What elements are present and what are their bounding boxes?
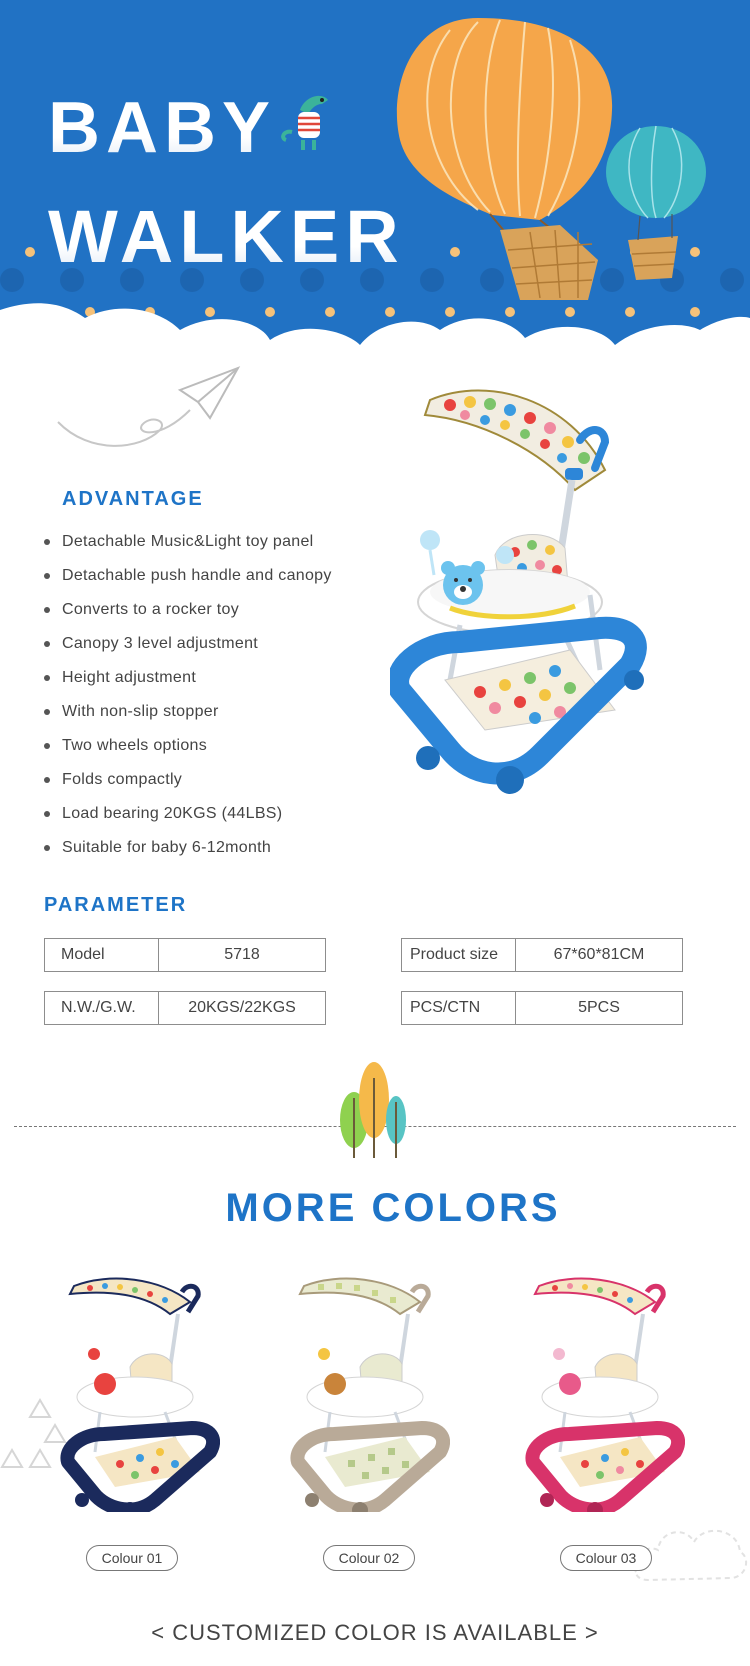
hero-banner xyxy=(0,0,750,370)
feature-item: Two wheels options xyxy=(44,734,332,768)
colour-option-3[interactable]: Colour 03 xyxy=(560,1545,652,1571)
trees-icon xyxy=(338,1058,412,1160)
param-row-model xyxy=(44,938,326,972)
feature-item: Converts to a rocker toy xyxy=(44,598,332,632)
walker-variant-2-image xyxy=(290,1272,450,1512)
param-value: 5PCS xyxy=(578,999,620,1016)
more-colors-heading: MORE COLORS xyxy=(225,1186,561,1230)
param-row-pcs-ctn xyxy=(401,991,683,1025)
param-value: 20KGS/22KGS xyxy=(188,999,296,1016)
param-key: N.W./G.W. xyxy=(45,992,159,1024)
parameter-heading: PARAMETER xyxy=(44,894,188,916)
feature-list xyxy=(44,530,332,870)
param-row-weight xyxy=(44,991,326,1025)
param-key: PCS/CTN xyxy=(402,992,516,1024)
param-row-product-size xyxy=(401,938,683,972)
feature-item: Detachable push handle and canopy xyxy=(44,564,332,598)
walker-variant-1-image xyxy=(60,1272,220,1512)
baby-walker-product-image xyxy=(390,380,690,840)
feature-item: With non-slip stopper xyxy=(44,700,332,734)
hero-title-line1: BABY xyxy=(48,88,277,168)
param-value: 67*60*81CM xyxy=(553,946,645,963)
hero-background xyxy=(0,0,750,370)
colour-option-2[interactable]: Colour 02 xyxy=(323,1545,415,1571)
advantage-heading: ADVANTAGE xyxy=(62,488,204,510)
hero-title-line2: WALKER xyxy=(48,195,405,278)
feature-item: Detachable Music&Light toy panel xyxy=(44,530,332,564)
paper-plane-icon xyxy=(50,360,250,460)
feature-item: Folds compactly xyxy=(44,768,332,802)
feature-item: Height adjustment xyxy=(44,666,332,700)
feature-item: Suitable for baby 6-12month xyxy=(44,836,332,870)
param-value: 5718 xyxy=(224,946,260,963)
feature-item: Load bearing 20KGS (44LBS) xyxy=(44,802,332,836)
param-key: Product size xyxy=(402,939,516,971)
customized-color-note: < CUSTOMIZED COLOR IS AVAILABLE > xyxy=(151,1620,599,1645)
feature-item: Canopy 3 level adjustment xyxy=(44,632,332,666)
param-key: Model xyxy=(45,939,159,971)
walker-variant-3-image xyxy=(525,1272,685,1512)
colour-option-1[interactable]: Colour 01 xyxy=(86,1545,178,1571)
